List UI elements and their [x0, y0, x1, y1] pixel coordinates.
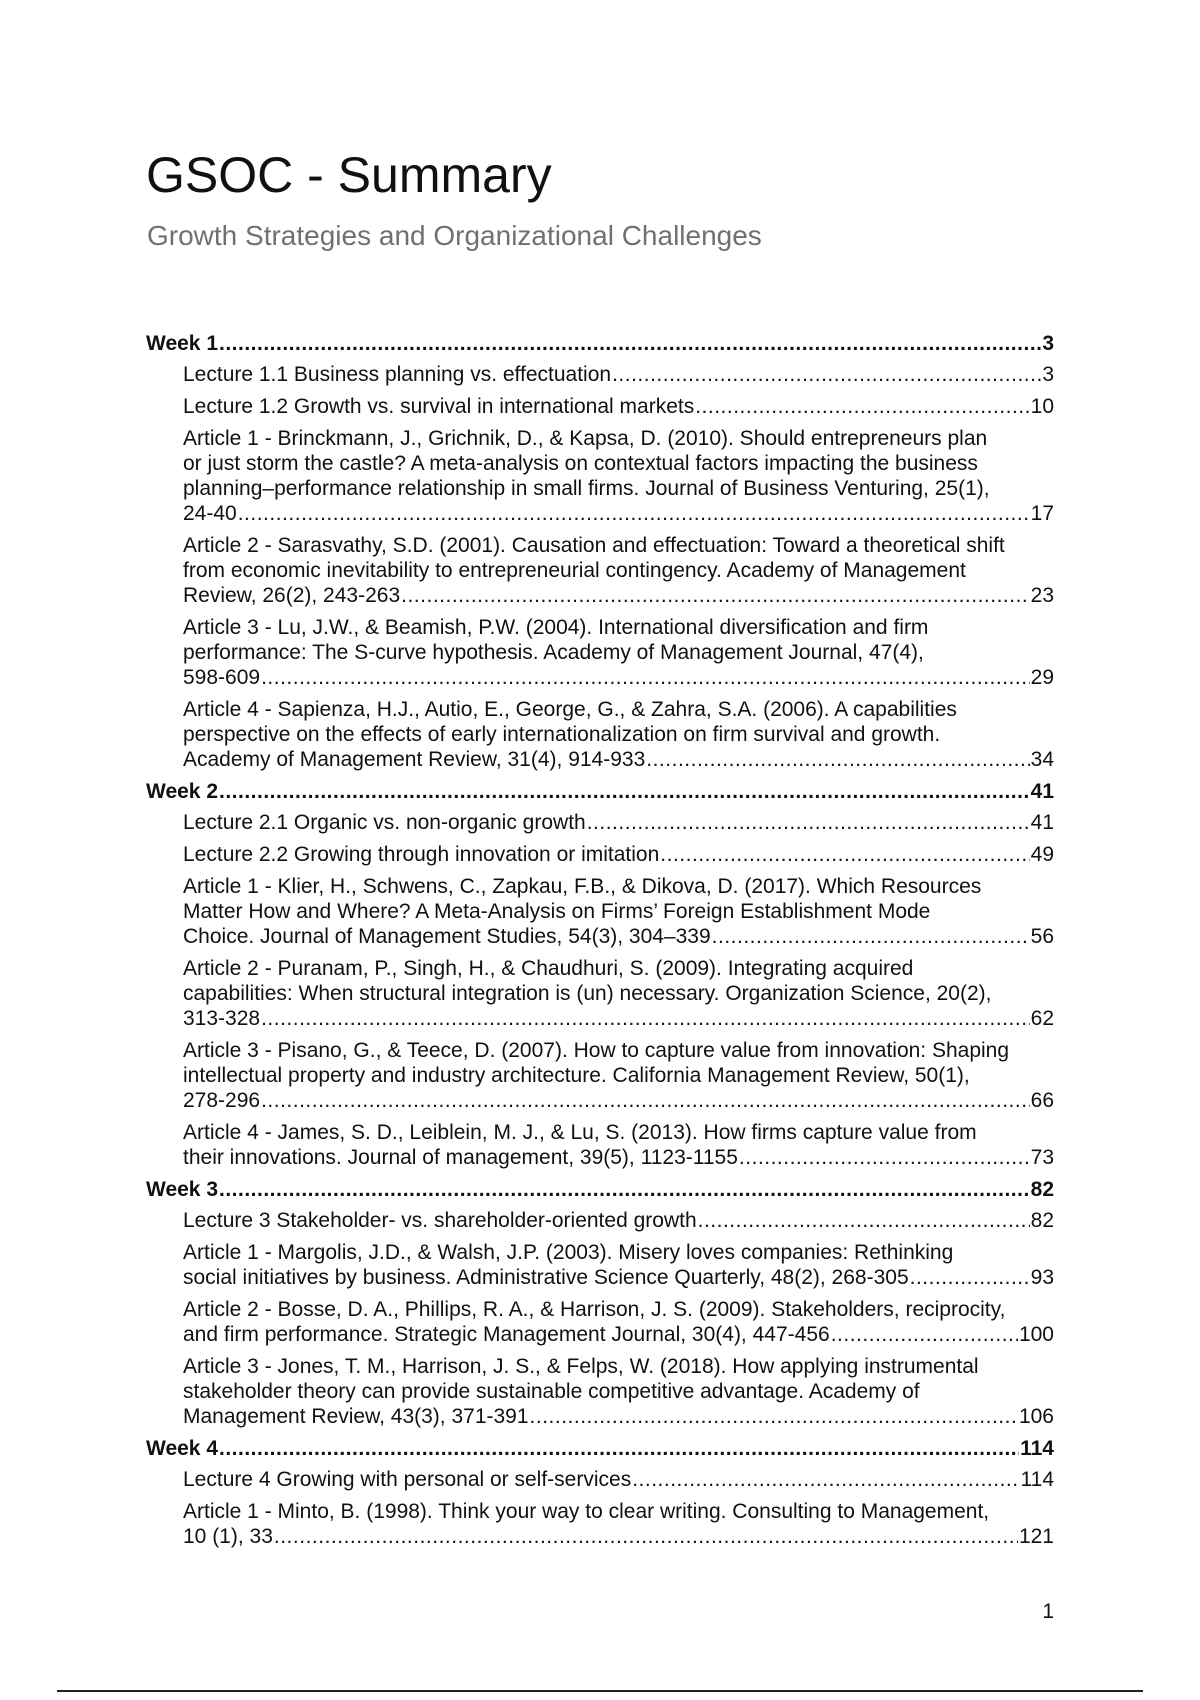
toc-page-number: 73: [1030, 1146, 1054, 1169]
toc-entry-text: Matter How and Where? A Meta-Analysis on Firms’ Foreign Establishment Mode: [183, 900, 931, 923]
toc-entry-text: 313-328: [183, 1007, 261, 1030]
toc-page-number: 114: [1020, 1468, 1054, 1491]
toc-page-number: 10: [1030, 395, 1054, 418]
toc-entry-text: capabilities: When structural integration is (un) necessary. Organization Science, 20(2),: [183, 982, 992, 1005]
toc-entry-text: performance: The S-curve hypothesis. Academy of Management Journal, 47(4),: [183, 641, 924, 664]
toc-page-number: 41: [1030, 780, 1054, 803]
toc-leader-dots: [238, 501, 1030, 526]
toc-entry-text: Lecture 1.1 Business planning vs. effectuation: [183, 363, 612, 386]
toc-entry-text: Article 3 - Lu, J.W., & Beamish, P.W. (2004). International diversification and firm: [183, 616, 929, 639]
toc-leader-dots: [219, 779, 1030, 804]
toc-entry[interactable]: [146, 1208, 1054, 1233]
toc-leader-dots: [261, 665, 1030, 690]
toc-page-number: 121: [1018, 1525, 1054, 1548]
document-title: GSOC - Summary: [146, 147, 552, 203]
toc-entry-text: Week 3: [146, 1178, 218, 1201]
toc-entry-text: Article 2 - Sarasvathy, S.D. (2001). Causation and effectuation: Toward a theoretical shift: [183, 534, 1005, 557]
toc-entry-text: Lecture 2.1 Organic vs. non-organic growth: [183, 811, 586, 834]
toc-week-entry[interactable]: [146, 331, 1054, 356]
toc-entry-text: Lecture 1.2 Growth vs. survival in international markets: [183, 395, 695, 418]
toc-leader-dots: [695, 394, 1029, 419]
toc-page-number: 93: [1030, 1266, 1054, 1289]
toc-leader-dots: [712, 924, 1030, 949]
toc-entry[interactable]: [146, 956, 1054, 1031]
toc-leader-dots: [261, 1006, 1030, 1031]
toc-entry[interactable]: [146, 1297, 1054, 1347]
toc-entry-text: or just storm the castle? A meta-analysis on contextual factors impacting the business: [183, 452, 978, 475]
toc-entry-text: intellectual property and industry architecture. California Management Review, 50(1),: [183, 1064, 970, 1087]
toc-page-number: 23: [1030, 584, 1054, 607]
toc-entry[interactable]: [146, 1354, 1054, 1429]
toc-entry[interactable]: [146, 362, 1054, 387]
toc-entry-text: Week 1: [146, 332, 218, 355]
toc-page-number: 62: [1030, 1007, 1054, 1030]
toc-leader-dots: [587, 810, 1030, 835]
toc-leader-dots: [910, 1265, 1030, 1290]
toc-entry-text: Choice. Journal of Management Studies, 54(3), 304–339: [183, 925, 711, 948]
toc-entry-text: Article 2 - Bosse, D. A., Phillips, R. A., & Harrison, J. S. (2009). Stakeholders, reciprocity,: [183, 1298, 1006, 1321]
toc-entry-text: perspective on the effects of early internationalization on firm survival and growth.: [183, 723, 941, 746]
toc-page-number: 66: [1030, 1089, 1054, 1112]
toc-page-number: 3: [1042, 332, 1054, 355]
toc-entry[interactable]: [146, 1038, 1054, 1113]
toc-leader-dots: [219, 331, 1041, 356]
toc-leader-dots: [698, 1208, 1030, 1233]
toc-page-number: 29: [1030, 666, 1054, 689]
toc-leader-dots: [274, 1524, 1018, 1549]
table-of-contents: [146, 331, 1054, 1556]
toc-entry-text: Lecture 4 Growing with personal or self-services: [183, 1468, 632, 1491]
toc-entry-text: 278-296: [183, 1089, 261, 1112]
toc-entry-text: Article 1 - Margolis, J.D., & Walsh, J.P. (2003). Misery loves companies: Rethinking: [183, 1241, 954, 1264]
toc-entry-text: Article 1 - Minto, B. (1998). Think your way to clear writing. Consulting to Management,: [183, 1500, 990, 1523]
toc-page-number: 106: [1018, 1405, 1054, 1428]
toc-entry-text: 24-40: [183, 502, 237, 525]
toc-entry-text: social initiatives by business. Administrative Science Quarterly, 48(2), 268-305: [183, 1266, 909, 1289]
toc-entry[interactable]: [146, 1467, 1054, 1492]
toc-page-number: 82: [1030, 1178, 1054, 1201]
toc-page-number: 114: [1020, 1437, 1054, 1460]
toc-page-number: 17: [1030, 502, 1054, 525]
toc-leader-dots: [261, 1088, 1030, 1113]
toc-entry[interactable]: [146, 615, 1054, 690]
toc-entry-text: 598-609: [183, 666, 261, 689]
toc-entry[interactable]: [146, 426, 1054, 526]
toc-entry-text: Lecture 3 Stakeholder- vs. shareholder-oriented growth: [183, 1209, 697, 1232]
toc-entry-text: Article 2 - Puranam, P., Singh, H., & Chaudhuri, S. (2009). Integrating acquired: [183, 957, 914, 980]
toc-leader-dots: [612, 362, 1041, 387]
toc-page-number: 41: [1030, 811, 1054, 834]
toc-entry-text: planning–performance relationship in small firms. Journal of Business Venturing, 25(1),: [183, 477, 990, 500]
page-number: 1: [1042, 1600, 1054, 1623]
toc-entry[interactable]: [146, 1499, 1054, 1549]
toc-leader-dots: [632, 1467, 1019, 1492]
toc-entry-text: Article 3 - Jones, T. M., Harrison, J. S., & Felps, W. (2018). How applying instrumental: [183, 1355, 979, 1378]
toc-page-number: 56: [1030, 925, 1054, 948]
toc-entry-text: stakeholder theory can provide sustainable competitive advantage. Academy of: [183, 1380, 920, 1403]
toc-leader-dots: [831, 1322, 1018, 1347]
toc-week-entry[interactable]: [146, 1436, 1054, 1461]
toc-entry[interactable]: [146, 810, 1054, 835]
toc-leader-dots: [401, 583, 1030, 608]
toc-entry-text: Review, 26(2), 243-263: [183, 584, 401, 607]
toc-leader-dots: [219, 1177, 1030, 1202]
toc-leader-dots: [530, 1404, 1018, 1429]
toc-entry[interactable]: [146, 842, 1054, 867]
toc-entry-text: Article 3 - Pisano, G., & Teece, D. (2007). How to capture value from innovation: Shaping: [183, 1039, 1010, 1062]
toc-entry-text: Week 2: [146, 780, 218, 803]
toc-page-number: 82: [1030, 1209, 1054, 1232]
toc-leader-dots: [660, 842, 1029, 867]
toc-entry-text: Academy of Management Review, 31(4), 914-933: [183, 748, 646, 771]
toc-entry[interactable]: [146, 533, 1054, 608]
toc-entry-text: from economic inevitability to entrepreneurial contingency. Academy of Management: [183, 559, 966, 582]
toc-entry-text: Lecture 2.2 Growing through innovation or imitation: [183, 843, 660, 866]
toc-entry-text: Article 4 - James, S. D., Leiblein, M. J., & Lu, S. (2013). How firms capture value from: [183, 1121, 977, 1144]
toc-page-number: 100: [1018, 1323, 1054, 1346]
toc-entry[interactable]: [146, 1240, 1054, 1290]
toc-week-entry[interactable]: [146, 779, 1054, 804]
toc-page-number: 34: [1030, 748, 1054, 771]
toc-leader-dots: [219, 1436, 1019, 1461]
toc-entry-text: 10 (1), 33: [183, 1525, 273, 1548]
toc-entry-text: Article 4 - Sapienza, H.J., Autio, E., George, G., & Zahra, S.A. (2006). A capabilities: [183, 698, 957, 721]
toc-entry-text: Week 4: [146, 1437, 218, 1460]
toc-entry[interactable]: [146, 394, 1054, 419]
document-subtitle: Growth Strategies and Organizational Challenges: [147, 220, 762, 251]
toc-entry-text: their innovations. Journal of management, 39(5), 1123-1155: [183, 1146, 738, 1169]
toc-page-number: 3: [1042, 363, 1054, 386]
toc-entry[interactable]: [146, 874, 1054, 949]
toc-leader-dots: [739, 1145, 1030, 1170]
toc-entry-text: Management Review, 43(3), 371-391: [183, 1405, 529, 1428]
footer-rule: [57, 1690, 1143, 1692]
toc-leader-dots: [646, 747, 1029, 772]
toc-entry-text: Article 1 - Brinckmann, J., Grichnik, D., & Kapsa, D. (2010). Should entrepreneurs plan: [183, 427, 988, 450]
toc-page-number: 49: [1030, 843, 1054, 866]
toc-entry[interactable]: [146, 1120, 1054, 1170]
toc-entry-text: and firm performance. Strategic Management Journal, 30(4), 447-456: [183, 1323, 830, 1346]
toc-entry-text: Article 1 - Klier, H., Schwens, C., Zapkau, F.B., & Dikova, D. (2017). Which Resources: [183, 875, 982, 898]
toc-entry[interactable]: [146, 697, 1054, 772]
toc-week-entry[interactable]: [146, 1177, 1054, 1202]
